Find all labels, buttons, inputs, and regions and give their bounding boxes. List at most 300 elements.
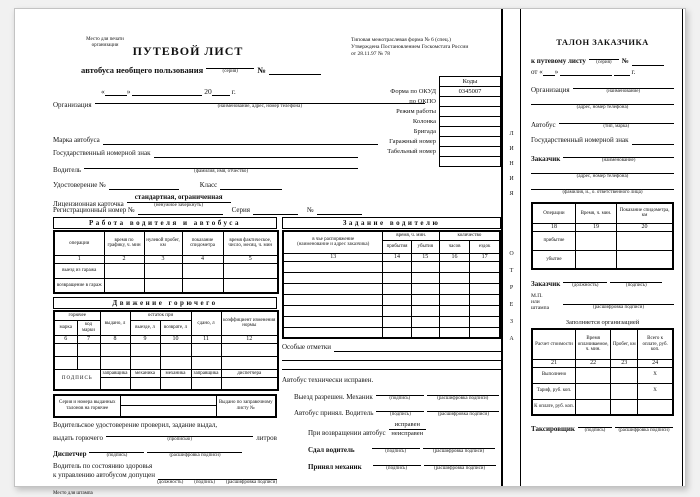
row-label: К оплате, руб. коп. xyxy=(532,399,576,415)
cut-line-letter: О xyxy=(509,251,514,257)
empty-cell xyxy=(383,294,411,305)
form-note-line3: от 28.11.97 № 78 xyxy=(351,51,390,57)
empty-cell xyxy=(383,283,411,294)
blank-line xyxy=(103,137,378,145)
empty-cell xyxy=(411,305,439,316)
bus-type-caption: (тип, марка) xyxy=(603,124,630,129)
blank-line xyxy=(132,89,202,96)
license-check-block xyxy=(53,421,277,443)
coupon-org-line xyxy=(531,82,674,95)
fuel-issue-label: выдать горючего xyxy=(53,433,103,442)
code-label: Колонка xyxy=(412,118,436,125)
blank-line xyxy=(154,150,359,158)
blank-line xyxy=(376,405,424,412)
cut-line-letter: И xyxy=(509,146,514,152)
coupon-waybill-line xyxy=(531,53,674,66)
return-condition-line xyxy=(282,421,501,438)
signature-caption: (подпись) xyxy=(625,283,647,288)
quote-open: « xyxy=(101,87,105,96)
blank-line xyxy=(206,62,254,69)
col-number: 20 xyxy=(617,223,673,231)
row-label: выезд из гаража xyxy=(54,263,104,278)
col-header: нулевой пробег, км xyxy=(144,231,182,255)
empty-cell xyxy=(283,272,383,283)
empty-cell xyxy=(411,294,439,305)
col-number: 9 xyxy=(130,335,160,343)
blank-line xyxy=(543,69,555,76)
garage-number-label: Гаражный номер xyxy=(389,138,436,145)
coupon-calc-table xyxy=(531,328,674,416)
blank-line xyxy=(282,361,501,370)
fuel-issue-blank xyxy=(106,430,253,443)
col-number: 19 xyxy=(575,223,616,231)
mechanic-name xyxy=(427,389,499,402)
disposal-header-caption: (наименование и адрес заказчика) xyxy=(297,242,370,247)
col-number: 24 xyxy=(638,359,673,367)
handover-line xyxy=(282,442,501,455)
bus-accepted-line xyxy=(282,405,501,418)
series-label: Серия xyxy=(231,206,250,214)
license-card-caption: (ненужное зачеркнуть) xyxy=(154,203,203,208)
license-card-value: стандартная, ограниченная xyxy=(127,193,231,203)
bus-brand-label: Марка автобуса xyxy=(53,136,100,144)
blank-line xyxy=(373,459,421,466)
reg-number-sign: № xyxy=(306,206,314,214)
cut-line-letter: Я xyxy=(509,191,514,197)
code-label: Режим работы xyxy=(396,108,436,115)
name-caption: (расшифровка подписи) xyxy=(434,466,486,471)
cut-line-letter: Л xyxy=(509,131,514,137)
col-header: код марки xyxy=(77,320,100,335)
mechanic-accepted-line xyxy=(282,459,501,472)
col-header: Расчет стоимости xyxy=(532,329,576,359)
blank-line xyxy=(282,352,501,361)
health-line1: Водитель по состоянию здоровья xyxy=(53,461,153,470)
coupon-bus-label: Автобус xyxy=(531,121,556,129)
coupon-plate-line xyxy=(531,136,674,145)
code-value: 0345007 xyxy=(439,86,501,97)
page-subtitle: автобуса необщего пользования xyxy=(81,65,204,75)
driver-blank xyxy=(84,162,358,175)
stamp-name-blank xyxy=(563,298,674,311)
empty-cell xyxy=(283,261,383,272)
form-columns xyxy=(53,217,501,497)
year-prefix: 20 xyxy=(204,87,212,96)
extra-code-row xyxy=(349,156,501,167)
dispatcher-line xyxy=(53,446,277,459)
return-condition-label: При возвращении автобус xyxy=(308,429,386,437)
special-marks-label: Особые отметки xyxy=(282,343,331,351)
dispatcher-label: Диспетчер xyxy=(53,449,87,458)
empty-cell xyxy=(221,378,278,390)
waybill-page xyxy=(14,8,686,496)
signature-caption: (подпись) xyxy=(194,479,215,485)
coupon-customer-line2 xyxy=(531,167,674,180)
blank-line xyxy=(563,276,607,283)
stamp-line2: или xyxy=(531,299,540,305)
coupon-title: ТАЛОН ЗАКАЗЧИКА xyxy=(556,37,649,47)
cut-line-letter: Е xyxy=(509,302,514,308)
empty-cell xyxy=(77,343,100,356)
cut-line-strip xyxy=(501,9,521,486)
blank-line xyxy=(84,162,358,169)
value-cell xyxy=(638,399,673,415)
fuel-table xyxy=(53,310,279,391)
col-number: 7 xyxy=(77,335,100,343)
quote-open: « xyxy=(539,68,543,76)
blank-line xyxy=(615,421,673,428)
empty-cell xyxy=(191,356,221,369)
blank-line xyxy=(563,298,674,305)
col-header: выезде, л xyxy=(130,320,160,335)
empty-cell xyxy=(221,343,278,356)
empty-cell xyxy=(383,272,411,283)
name-caption: (расшифровка подписи) xyxy=(592,305,645,310)
customer-address-caption: (адрес, номер телефона) xyxy=(576,174,629,179)
page-title: ПУТЕВОЙ ЛИСТ xyxy=(132,44,244,58)
mechanic-accepted-signature xyxy=(373,459,421,472)
customer-signature xyxy=(610,276,662,289)
blank-line xyxy=(563,151,674,158)
liters-label: литров xyxy=(256,433,277,442)
coupon-customer-line3 xyxy=(531,183,674,196)
value-cell: X xyxy=(638,383,673,399)
coupon-customer-blank xyxy=(563,151,674,164)
coupon-stamp-block xyxy=(531,293,674,311)
empty-cell xyxy=(182,278,223,293)
coupon-org-line2 xyxy=(531,98,674,111)
empty-cell xyxy=(470,283,500,294)
col-number: 16 xyxy=(439,253,469,261)
handover-signature xyxy=(372,442,420,455)
code-label: Бригада xyxy=(413,128,436,135)
tech-condition-block xyxy=(282,376,501,472)
taximeter-label: Таксировщик xyxy=(531,425,575,433)
blank-line xyxy=(138,208,223,215)
row-label: прибытие xyxy=(532,231,575,250)
group-header: количество xyxy=(439,231,500,240)
blank-line xyxy=(95,97,425,104)
cut-line-letter: Н xyxy=(509,161,514,167)
blank-line xyxy=(578,421,612,428)
signer-label: диспетчера xyxy=(221,369,278,378)
organization-caption: (наименование, адрес, номер телефона) xyxy=(217,104,302,109)
work-table xyxy=(53,230,279,294)
col-number: 17 xyxy=(470,253,500,261)
handover-label: Сдал водитель xyxy=(308,446,355,454)
handover-name xyxy=(423,442,495,455)
empty-cell xyxy=(144,278,182,293)
empty-cell xyxy=(411,272,439,283)
license-line xyxy=(53,181,282,190)
customer-position xyxy=(563,276,607,289)
fuel-table-title: Движение горючего xyxy=(53,297,277,309)
license-check-line2 xyxy=(53,430,277,443)
empty-cell xyxy=(439,305,469,316)
class-label: Класс xyxy=(199,181,218,189)
year-suffix: г. xyxy=(631,68,636,76)
blank-line xyxy=(105,89,127,96)
col-header: Время, ч. мин. xyxy=(575,203,616,223)
coupon-bus-line xyxy=(531,117,674,130)
quote-close: » xyxy=(554,68,559,76)
org-caption: (наименование) xyxy=(606,89,641,94)
signature-caption: (подпись) xyxy=(584,428,606,433)
task-table-section xyxy=(282,217,501,339)
col-header: ездок xyxy=(470,240,500,253)
main-form xyxy=(53,9,501,496)
blank-line xyxy=(212,89,230,96)
empty-cell xyxy=(575,231,616,250)
col-number: 13 xyxy=(283,253,383,261)
return-condition-choice xyxy=(389,421,426,438)
col-header: время по графику, ч. мин xyxy=(104,231,144,255)
signature-caption: (подпись) xyxy=(106,452,128,458)
cut-line-letter: Т xyxy=(509,268,514,274)
empty-cell xyxy=(223,278,278,293)
form-note xyxy=(351,37,499,58)
col-header: сдано, л xyxy=(191,311,221,335)
organization-label: Организация xyxy=(53,101,92,109)
blank-line xyxy=(147,446,242,453)
health-line2-label: к управлению автобусом допущен xyxy=(53,470,155,479)
blank-line xyxy=(632,59,664,66)
empty-cell xyxy=(439,316,469,327)
empty-cell xyxy=(120,395,216,406)
empty-cell xyxy=(182,263,223,278)
taximeter-line xyxy=(531,421,674,434)
address-caption: (адрес, номер телефона) xyxy=(576,105,629,110)
name-caption: (расшифровка подписи) xyxy=(433,449,485,454)
number-sign: № xyxy=(257,65,266,75)
empty-cell xyxy=(283,294,383,305)
empty-cell xyxy=(439,283,469,294)
empty-cell xyxy=(470,261,500,272)
col-number: 10 xyxy=(160,335,191,343)
blank-line xyxy=(334,344,501,352)
blank-line xyxy=(531,98,674,105)
position-caption: (должность) xyxy=(572,283,599,288)
signer-label: механика xyxy=(130,369,160,378)
col-number: 12 xyxy=(221,335,278,343)
license-label: Удостоверение № xyxy=(53,181,106,189)
empty-cell xyxy=(100,343,130,356)
empty-cell xyxy=(283,305,383,316)
col-header: возврате, л xyxy=(160,320,191,335)
blank-line xyxy=(531,183,674,190)
organization-blank xyxy=(95,97,425,110)
form-note-line2: Утверждена Постановлением Госкомстата России xyxy=(351,44,469,50)
value-cell: X xyxy=(638,367,673,383)
exit-permission-line xyxy=(282,389,501,402)
empty-cell xyxy=(470,305,500,316)
coupon-number-sign: № xyxy=(621,57,629,65)
state-plate-label: Государственный номерной знак xyxy=(53,149,151,157)
col-number: 6 xyxy=(54,335,77,343)
group-header: время, ч. мин. xyxy=(383,231,440,240)
coupon-series-blank xyxy=(589,53,619,66)
name-caption: (расшифровка подписи) xyxy=(618,428,670,433)
blank-line xyxy=(423,442,495,449)
empty-cell xyxy=(383,305,411,316)
license-card-label: Лицензионная карточка xyxy=(53,200,124,208)
driver-line xyxy=(53,162,358,175)
empty-cell xyxy=(221,356,278,369)
special-marks-block xyxy=(282,343,501,370)
value-cell xyxy=(576,367,611,383)
empty-cell xyxy=(104,263,144,278)
filled-by-note: Заполняется организацией xyxy=(565,319,640,326)
task-table xyxy=(282,230,501,339)
coupon-ops-table xyxy=(531,202,674,270)
blank-line xyxy=(531,167,674,174)
empty-cell xyxy=(191,343,221,356)
value-cell xyxy=(576,399,611,415)
blank-line xyxy=(424,459,496,466)
bus-brand-line xyxy=(53,136,378,145)
cut-line-letter: Р xyxy=(509,285,514,291)
dispatcher-signature xyxy=(89,446,144,459)
empty-cell xyxy=(439,272,469,283)
bus-accepted-label: Автобус принял. Водитель xyxy=(294,409,374,417)
coupon-date-line xyxy=(531,68,674,76)
exit-permission-label: Выезд разрешен. Механик xyxy=(294,393,373,401)
blank-line xyxy=(220,183,282,190)
blank-line xyxy=(372,442,420,449)
left-column xyxy=(53,217,277,497)
empty-cell xyxy=(160,356,191,369)
name-caption: (расшифровка подписи) xyxy=(225,479,277,485)
value-cell xyxy=(576,383,611,399)
year-suffix: г. xyxy=(231,87,236,96)
col-number: 23 xyxy=(611,359,638,367)
from-label: от xyxy=(531,68,538,76)
blank-line xyxy=(317,208,362,215)
empty-cell xyxy=(575,250,616,269)
row-label: Тариф, руб. коп. xyxy=(532,383,576,399)
right-column xyxy=(282,217,501,497)
empty-cell xyxy=(470,294,500,305)
signer-label: заправщика xyxy=(100,369,130,378)
blank-line xyxy=(560,69,612,76)
main-form-header xyxy=(53,35,501,217)
empty-cell xyxy=(160,378,191,390)
codes-header: Коды xyxy=(439,76,501,87)
customer-name-caption: (наименование) xyxy=(601,158,636,163)
col-header: марка xyxy=(54,320,77,335)
blank-line xyxy=(376,389,424,396)
registration-label: Регистрационный номер № xyxy=(53,206,135,214)
name-caption: (расшифровка подписи) xyxy=(169,452,221,458)
tech-ok-line: Автобус технически исправен. xyxy=(282,376,374,384)
taximeter-signature xyxy=(578,421,612,434)
empty-cell xyxy=(617,250,673,269)
coupon-bus-blank xyxy=(559,117,674,130)
empty-cell xyxy=(283,283,383,294)
position-caption: (должность) xyxy=(157,479,184,485)
col-header: прибытия xyxy=(383,240,411,253)
stamp-line3: штампа xyxy=(531,305,550,311)
blank-line xyxy=(89,446,144,453)
stamp-note-2: Место для штампа xyxy=(53,490,93,496)
col-number: 1 xyxy=(54,255,104,263)
empty-cell xyxy=(439,294,469,305)
blank-line xyxy=(106,430,253,437)
empty-code-box xyxy=(439,156,501,167)
return-bad-option: неисправен xyxy=(391,430,424,437)
col-header: показание спидометра xyxy=(182,231,223,255)
fuel-coupons-right-label: Выдано по заправочному листу № xyxy=(216,395,276,417)
coupon-customer-label: Заказчик xyxy=(531,155,561,163)
col-number: 18 xyxy=(532,223,575,231)
blank-line xyxy=(573,82,674,89)
state-plate-line xyxy=(53,149,358,158)
col-header: Показание спидометра, км xyxy=(617,203,673,223)
page-content xyxy=(53,9,683,496)
name-caption: (расшифровка подписи) xyxy=(437,396,489,401)
empty-cell xyxy=(383,261,411,272)
empty-cell xyxy=(120,406,216,417)
coupon-plate-label: Государственный номерной знак xyxy=(531,136,629,144)
customer-coupon xyxy=(521,9,683,486)
col-number: 11 xyxy=(191,335,221,343)
stamp-place-note xyxy=(531,293,557,311)
stamp-note-line2: организации xyxy=(91,43,119,48)
empty-cell xyxy=(77,356,100,369)
series-blank xyxy=(206,62,254,75)
coupon-org-label: Организация xyxy=(531,86,570,94)
driver-caption: (фамилия, имя, отчество) xyxy=(194,169,249,174)
col-number: 4 xyxy=(182,255,223,263)
value-cell xyxy=(611,367,638,383)
empty-cell xyxy=(54,343,77,356)
signature-caption: (подпись) xyxy=(385,449,406,454)
empty-cell xyxy=(439,327,469,338)
disposal-header: в чье распоряжение xyxy=(312,236,355,242)
empty-cell xyxy=(130,356,160,369)
empty-cell xyxy=(283,316,383,327)
cut-line-letter: З xyxy=(509,319,513,325)
row-label: убытие xyxy=(532,250,575,269)
col-header: время фактическое, число, месяц, ч. мин xyxy=(223,231,278,255)
signer-label: механика xyxy=(160,369,191,378)
codes-table xyxy=(349,77,501,167)
stamp-line1: М.П. xyxy=(531,293,543,299)
responsible-person-caption: (фамилия, и., о. ответственного лица) xyxy=(562,190,643,195)
form-note-line1: Типовая межотраслевая форма № 6 (спец.) xyxy=(351,37,451,43)
special-marks-line xyxy=(282,343,501,352)
work-table-section xyxy=(53,217,277,294)
col-header: коэффициент изменения нормы xyxy=(221,311,278,335)
empty-cell xyxy=(411,283,439,294)
blank-line xyxy=(269,68,321,75)
empty-cell xyxy=(191,378,221,390)
empty-cell xyxy=(144,263,182,278)
blank-line xyxy=(614,69,630,76)
col-header: часов xyxy=(439,240,469,253)
value-cell xyxy=(611,399,638,415)
blank-line xyxy=(109,183,179,190)
col-header: Пробег, км xyxy=(611,329,638,359)
dispatcher-name xyxy=(147,446,242,459)
personnel-number-label: Табельный номер xyxy=(387,148,436,155)
series-caption: (серия) xyxy=(222,69,238,74)
empty-cell xyxy=(223,263,278,278)
driver-label: Водитель xyxy=(53,166,82,174)
group-header: остаток при xyxy=(130,311,191,320)
signature-caption: (подпись) xyxy=(390,412,411,417)
blank-line xyxy=(559,117,674,124)
